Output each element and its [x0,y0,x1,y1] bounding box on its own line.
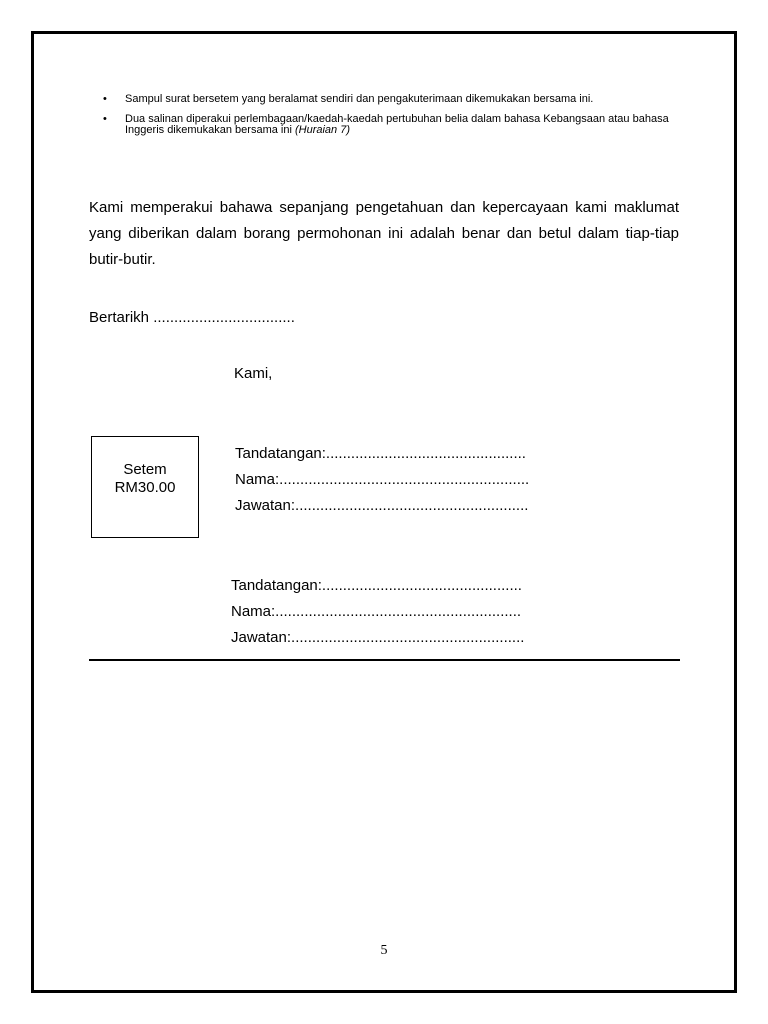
list-item-text: Sampul surat bersetem yang beralamat sendiri dan pengakuterimaan dikemukakan bersama ini. [125,93,594,105]
bullet-icon: • [103,113,107,125]
signature-field: Tandatangan:................................................ [231,577,522,594]
bullet-icon: • [103,93,107,105]
position-field: Jawatan:........................................................ [231,629,525,646]
stamp-label: Setem [123,461,167,478]
stamp-box [91,436,199,538]
declaration-text: Kami memperakui bahawa sepanjang pengetahuan dan kepercayaan kami maklumat yang diberikan dalam borang permohonan ini adalah benar dan betul dalam tiap-tiap butir-butir. [89,199,679,268]
position-field: Jawatan:........................................................ [235,497,529,514]
list-item-text: Dua salinan diperakui perlembagaan/kaedah-kaedah pertubuhan belia dalam bahasa Kebangsaan atau bahasa Inggeris dikemukakan bersama ini [125,113,669,136]
list-item-note: (Huraian 7) [294,124,351,136]
name-field: Nama:............................................................ [235,471,530,488]
closing-text: Kami, [234,365,273,382]
list-item [102,94,692,105]
list-item [102,114,692,136]
signatory-block-1 [235,441,529,519]
divider-line [89,659,680,661]
signature-field: Tandatangan:................................................ [235,445,526,462]
signatory-block-2 [231,573,524,651]
date-field: Bertarikh .................................. [89,309,295,326]
name-field: Nama:........................................................... [231,603,522,620]
attachment-list [102,94,692,145]
stamp-amount: RM30.00 [114,479,176,496]
page-number: 5 [380,943,388,958]
